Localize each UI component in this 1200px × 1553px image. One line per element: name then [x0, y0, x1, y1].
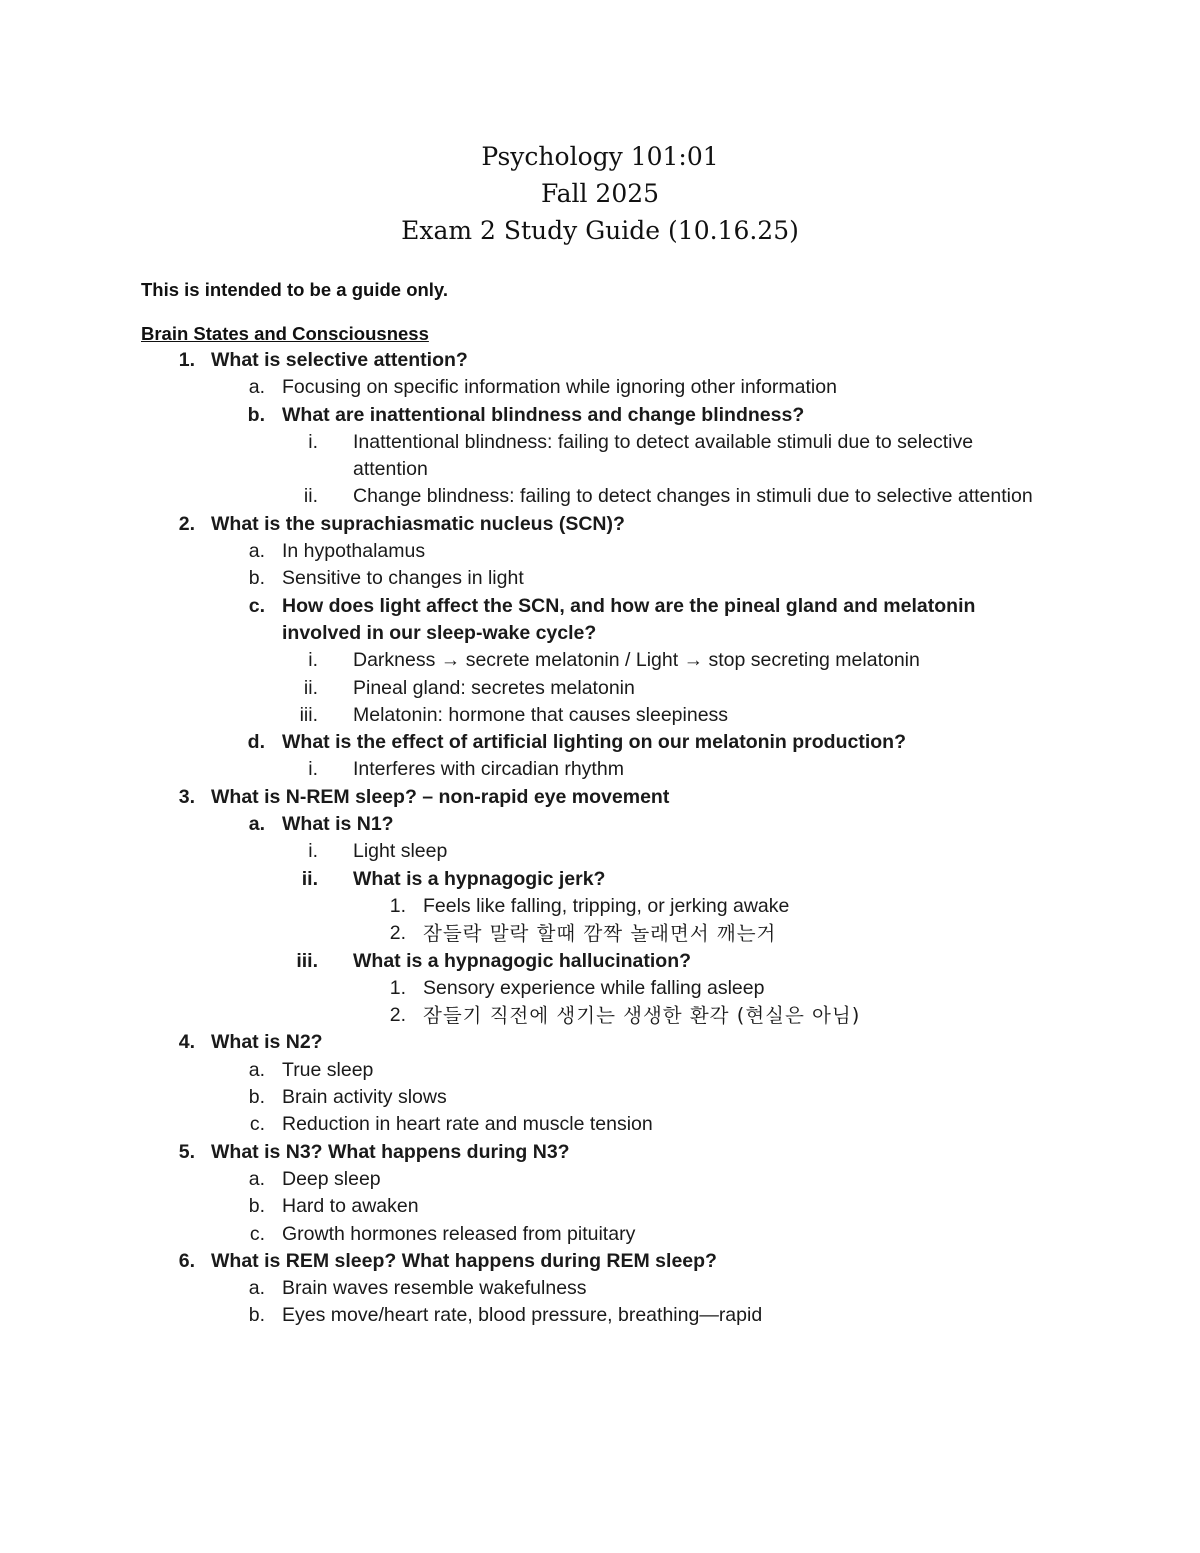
outline-item [0, 1221, 1200, 1248]
outline-text: Melatonin: hormone that causes sleepiness [353, 703, 729, 726]
outline-text: What are inattentional blindness and change blindness? [282, 403, 805, 426]
section-heading: Brain States and Consciousness [141, 323, 429, 344]
outline-item [0, 538, 1200, 565]
outline-item [0, 1111, 1200, 1138]
outline-item [0, 1139, 1200, 1166]
outline-marker: 2. [389, 1004, 406, 1027]
outline-item [0, 1275, 1200, 1302]
outline-marker: i. [308, 758, 318, 781]
outline-item [0, 1166, 1200, 1193]
outline-list [0, 347, 1200, 1330]
outline-marker: i. [308, 649, 318, 672]
outline-item [0, 756, 1200, 783]
outline-text: Change blindness: failing to detect changes in stimuli due to selective attention [353, 485, 1033, 508]
outline-item [0, 1002, 1200, 1029]
outline-text: Light sleep [353, 840, 448, 863]
outline-text: What is selective attention? [211, 349, 468, 371]
outline-text: Darkness → secrete melatonin / Light → stop secreting melatonin [353, 649, 920, 672]
outline-marker: iii. [296, 949, 318, 972]
outline-text: Reduction in heart rate and muscle tension [282, 1113, 653, 1136]
outline-item [0, 784, 1200, 811]
outline-text: Focusing on specific information while ignoring other information [282, 376, 837, 399]
outline-text: What is the effect of artificial lighting on our melatonin production? [282, 731, 906, 754]
outline-item [0, 1193, 1200, 1220]
outline-marker: 3. [178, 785, 195, 808]
outline-item [0, 1084, 1200, 1111]
outline-item [0, 675, 1200, 702]
outline-item [0, 374, 1200, 401]
outline-text: True sleep [282, 1058, 374, 1081]
outline-text: How does light affect the SCN, and how are the pineal gland and melatonin involved in our sleep-wake cycle? [282, 594, 976, 644]
outline-item [0, 565, 1200, 592]
outline-text: What is REM sleep? What happens during REM sleep? [211, 1249, 717, 1272]
outline-item [0, 893, 1200, 920]
outline-text: Deep sleep [282, 1167, 381, 1190]
outline-marker: 1. [389, 894, 406, 917]
outline-text: Feels like falling, tripping, or jerking awake [423, 894, 790, 917]
outline-marker: c. [249, 1113, 265, 1136]
outline-marker: i. [308, 840, 318, 863]
outline-text: Sensitive to changes in light [282, 567, 524, 590]
outline-item [0, 920, 1200, 947]
outline-marker: a. [248, 1058, 265, 1081]
outline-text: What is N-REM sleep? – non-rapid eye movement [211, 785, 670, 808]
outline-item [0, 1029, 1200, 1056]
outline-text: Hard to awaken [282, 1195, 419, 1218]
outline-marker: b. [247, 403, 265, 426]
outline-text: Eyes move/heart rate, blood pressure, breathing—rapid [282, 1304, 763, 1327]
outline-item [0, 866, 1200, 893]
outline-text: Brain activity slows [282, 1086, 447, 1109]
term-label: Fall 2025 [540, 179, 660, 208]
outline-marker: a. [248, 1167, 265, 1190]
outline-item [0, 511, 1200, 538]
outline-item [0, 347, 1200, 374]
outline-text: What is a hypnagogic jerk? [353, 867, 606, 890]
outline-item [0, 1302, 1200, 1329]
outline-marker: b. [248, 567, 265, 590]
outline-marker: d. [247, 731, 265, 754]
outline-item [0, 811, 1200, 838]
outline-marker: 1. [178, 349, 195, 371]
outline-item [0, 1057, 1200, 1084]
outline-marker: c. [248, 594, 265, 617]
outline-item [0, 593, 1200, 648]
outline-text: Growth hormones released from pituitary [282, 1222, 636, 1245]
outline-text: Interferes with circadian rhythm [353, 758, 624, 781]
outline-marker: a. [248, 1277, 265, 1300]
outline-marker: 5. [178, 1140, 195, 1163]
outline-item [0, 975, 1200, 1002]
outline-marker: ii. [301, 867, 318, 890]
outline-marker: ii. [303, 676, 318, 699]
outline-text: What is N1? [282, 813, 394, 836]
outline-marker: a. [248, 376, 265, 399]
outline-marker: b. [248, 1086, 265, 1109]
outline-text: Sensory experience while falling asleep [423, 976, 765, 999]
outline-marker: a. [248, 813, 265, 836]
outline-marker: i. [308, 430, 318, 453]
outline-item [0, 402, 1200, 429]
outline-item [0, 483, 1200, 510]
outline-text: 잠들기 직전에 생기는 생생한 환각 (현실은 아님) [423, 1004, 861, 1028]
outline-item [0, 948, 1200, 975]
course-title: Psychology 101:01 [481, 142, 719, 171]
outline-marker: 2. [389, 922, 406, 945]
outline-text: Pineal gland: secretes melatonin [353, 676, 635, 699]
outline-text: What is the suprachiasmatic nucleus (SCN)? [211, 512, 625, 535]
outline-text: Inattentional blindness: failing to detect available stimuli due to selective attention [353, 430, 974, 481]
outline-marker: a. [248, 540, 265, 563]
outline-marker: ii. [303, 485, 318, 508]
outline-marker: 6. [178, 1249, 195, 1272]
outline-text: 잠들락 말락 할때 깜짝 놀래면서 깨는거 [423, 922, 777, 946]
document-header [0, 138, 1200, 249]
outline-marker: b. [248, 1304, 265, 1327]
outline-marker: b. [248, 1195, 265, 1218]
outline-text: In hypothalamus [282, 540, 426, 563]
outline-marker: 1. [389, 976, 406, 999]
outline-item [0, 702, 1200, 729]
outline-marker: c. [249, 1222, 265, 1245]
outline-item [0, 838, 1200, 865]
outline-text: What is a hypnagogic hallucination? [353, 949, 692, 972]
outline-item [0, 647, 1200, 674]
outline-item [0, 429, 1200, 484]
outline-item [0, 729, 1200, 756]
outline-item [0, 1248, 1200, 1275]
outline-marker: 4. [178, 1031, 195, 1054]
document-title: Exam 2 Study Guide (10.16.25) [401, 216, 799, 245]
outline-marker: iii. [299, 703, 318, 726]
outline-text: Brain waves resemble wakefulness [282, 1277, 587, 1300]
outline-text: What is N3? What happens during N3? [211, 1140, 570, 1163]
outline-marker: 2. [178, 512, 195, 535]
outline-text: What is N2? [211, 1031, 323, 1054]
disclaimer-note: This is intended to be a guide only. [141, 279, 448, 300]
